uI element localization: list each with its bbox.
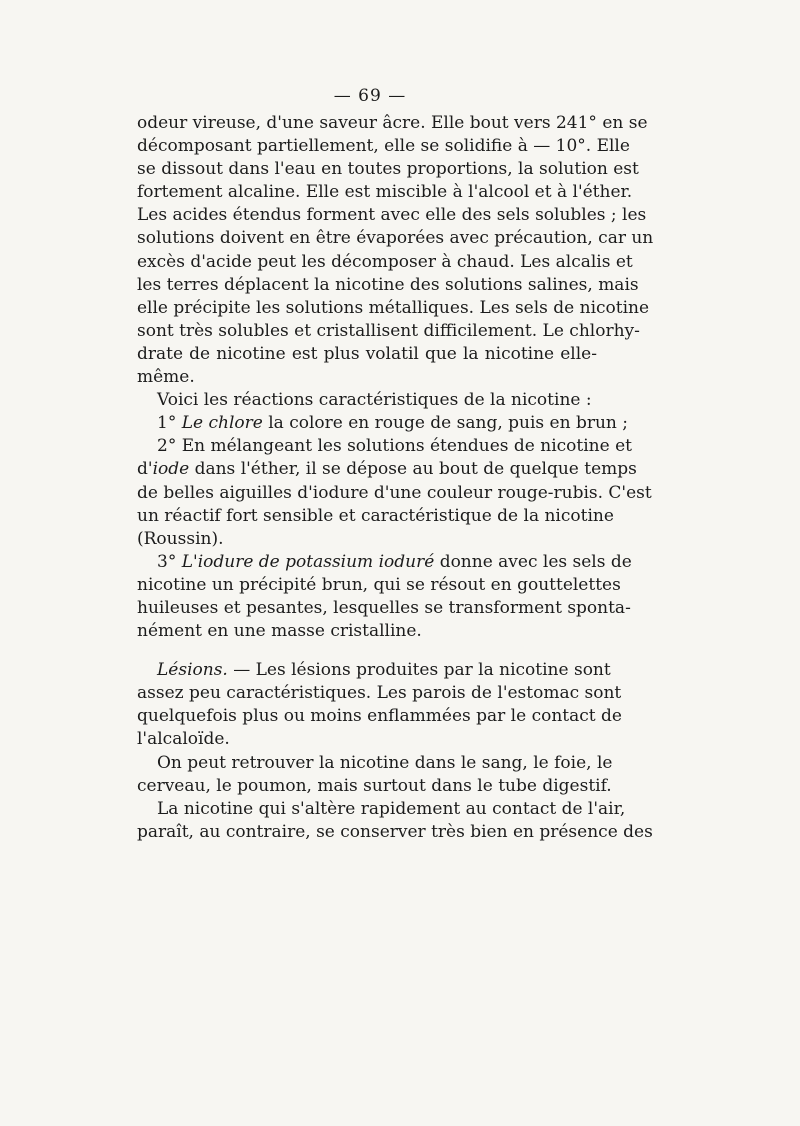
reaction-1 <box>137 412 628 435</box>
reagent-name: L'iodure de potassium ioduré <box>181 551 435 572</box>
text-line: décomposant partiellement, elle se solidifie à — 10°. Elle <box>137 136 630 157</box>
reaction-3-line: nément en une masse cristalline. <box>137 621 422 642</box>
reaction-2-line <box>137 458 637 481</box>
alteration-line: La nicotine qui s'altère rapidement au contact de l'air, <box>157 798 626 819</box>
reaction-2-line: (Roussin). <box>137 528 224 549</box>
text-line: fortement alcaline. Elle est miscible à l'alcool et à l'éther. <box>137 182 633 203</box>
text-line: les terres déplacent la nicotine des solutions salines, mais <box>137 274 639 295</box>
reaction-2-line: de belles aiguilles d'iodure d'une couleur rouge-rubis. C'est <box>137 482 652 503</box>
lesions-paragraph <box>137 659 611 682</box>
reaction-text: dans l'éther, il se dépose au bout de quelque temps <box>194 459 637 480</box>
retrouver-line: On peut retrouver la nicotine dans le sang, le foie, le <box>157 752 613 773</box>
text-line: même. <box>137 367 195 388</box>
lesions-line: l'alcaloïde. <box>137 729 230 750</box>
reaction-number: 3° <box>157 551 177 572</box>
text-line: solutions doivent en être évaporées avec précaution, car un <box>137 228 654 249</box>
reaction-3-line: nicotine un précipité brun, qui se résout en gouttelettes <box>137 574 621 595</box>
text-line: se dissout dans l'eau en toutes proportions, la solution est <box>137 159 639 180</box>
reagent-name: Le chlore <box>181 413 263 434</box>
page-number: — 69 — <box>333 86 407 106</box>
text-line: elle précipite les solutions métalliques. Les sels de nicotine <box>137 297 650 318</box>
lesions-line: quelquefois plus ou moins enflammées par le contact de <box>137 706 622 727</box>
text-line: sont très solubles et cristallisent difficilement. Le chlorhy- <box>137 320 640 341</box>
reagent-name: iode <box>152 459 190 480</box>
alteration-line: paraît, au contraire, se conserver très bien en présence des <box>137 821 653 842</box>
body-text <box>137 112 654 844</box>
reactions-intro: Voici les réactions caractéristiques de la nicotine : <box>157 390 592 411</box>
retrouver-line: cerveau, le poumon, mais surtout dans le tube digestif. <box>137 775 612 796</box>
reaction-number: 1° <box>157 413 177 434</box>
text-line: odeur vireuse, d'une saveur âcre. Elle bout vers 241° en se <box>137 113 648 133</box>
reaction-3-line: huileuses et pesantes, lesquelles se transforment sponta- <box>137 597 631 618</box>
text-line: drate de nicotine est plus volatil que la nicotine elle- <box>137 343 597 364</box>
text-line: Les acides étendus forment avec elle des sels solubles ; les <box>137 205 647 226</box>
lesions-text: — Les lésions produites par la nicotine sont <box>233 660 611 681</box>
reaction-2-line: un réactif fort sensible et caractéristique de la nicotine <box>137 505 614 526</box>
reaction-text: donne avec les sels de <box>439 551 632 572</box>
reaction-text: la colore en rouge de sang, puis en brun ; <box>268 413 628 434</box>
lesions-line: assez peu caractéristiques. Les parois de l'estomac sont <box>137 683 622 704</box>
reaction-2-line: 2° En mélangeant les solutions étendues de nicotine et <box>157 436 632 457</box>
reaction-3 <box>137 551 632 574</box>
section-heading: Lésions. <box>157 660 228 681</box>
reaction-text: d' <box>137 459 153 480</box>
text-line: excès d'acide peut les décomposer à chaud. Les alcalis et <box>137 251 633 272</box>
